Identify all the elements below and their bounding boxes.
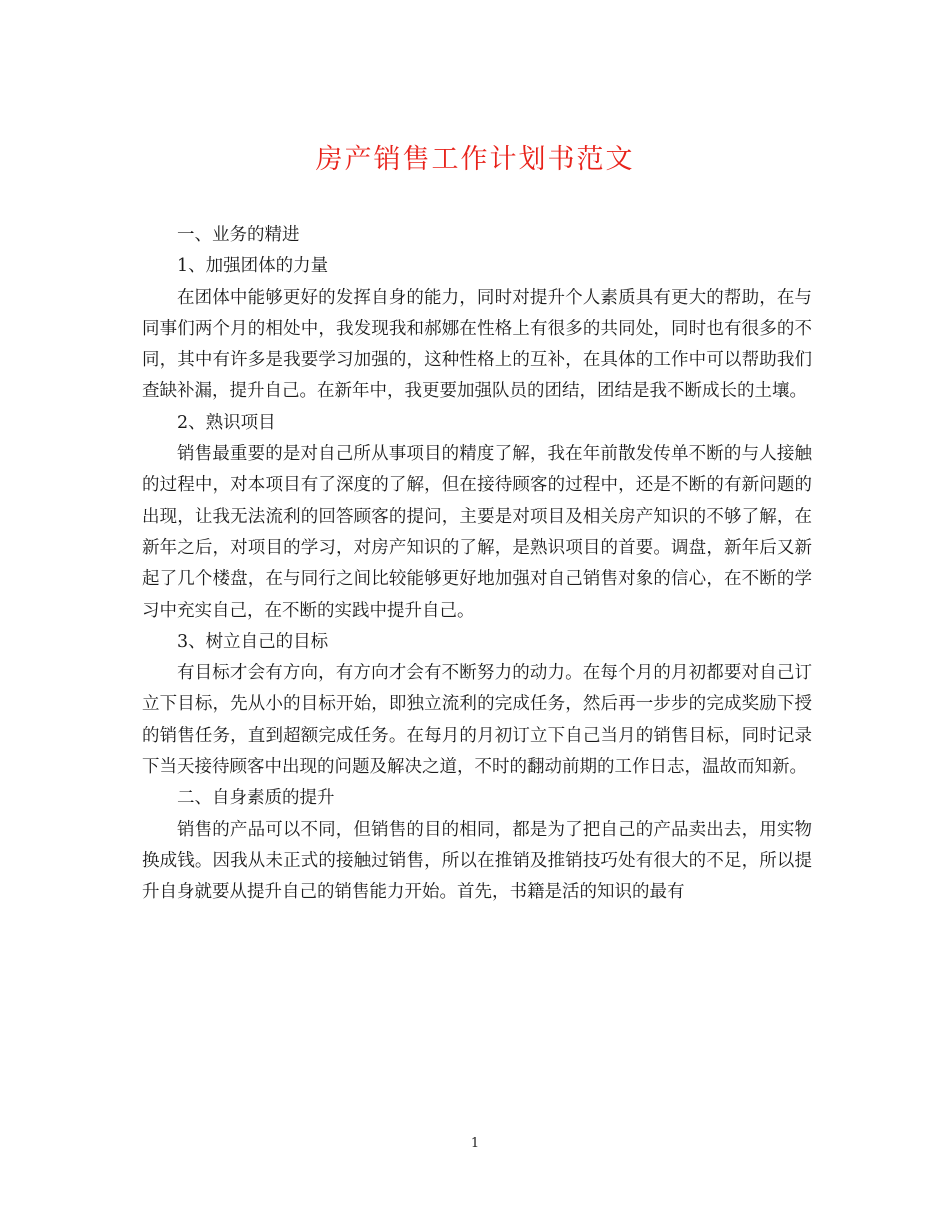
- document-title: 房产销售工作计划书范文: [315, 144, 635, 175]
- subheading-1: 1、加强团体的力量: [177, 256, 329, 277]
- paragraph-quality: 销售的产品可以不同，但销售的目的相同，都是为了把自己的产品卖出去，用实物换成钱。因我从未正式的接触过销售，所以在推销及推销技巧处有很大的不足，所以提升自身就要从提升自己的销售能力开始。首先，书籍是活的知识的最有: [142, 819, 812, 903]
- document-body: [142, 220, 812, 909]
- subheading-3: 3、树立自己的目标: [177, 631, 329, 652]
- section-heading-1: 一、业务的精进: [177, 225, 300, 245]
- subheading-2: 2、熟识项目: [177, 412, 276, 433]
- paragraph-team: 在团体中能够更好的发挥自身的能力，同时对提升个人素质具有更大的帮助，在与同事们两个月的相处中，我发现我和郝娜在性格上有很多的共同处，同时也有很多的不同，其中有许多是我要学习加强的，这种性格上的互补，在具体的工作中可以帮助我们查缺补漏，提升自己。在新年中，我更要加强队员的团结，团结是我不断成长的土壤。: [142, 287, 812, 402]
- page-number: 1: [470, 1136, 480, 1151]
- paragraph-project: 销售最重要的是对自己所从事项目的精度了解，我在年前散发传单不断的与人接触的过程中，对本项目有了深度的了解，但在接待顾客的过程中，还是不断的有新问题的出现，让我无法流利的回答顾客的提问，主要是对项目及相关房产知识的不够了解，在新年之后，对项目的学习，对房产知识的了解，是熟识项目的首要。调盘，新年后又新起了几个楼盘，在与同行之间比较能够更好地加强对自己销售对象的信心，在不断的学习中充实自己，在不断的实践中提升自己。: [142, 444, 812, 621]
- paragraph-goals: 有目标才会有方向，有方向才会有不断努力的动力。在每个月的月初都要对自己订立下目标，先从小的目标开始，即独立流利的完成任务，然后再一步步的完成奖励下授的销售任务，直到超额完成任务。在每月的月初订立下自己当月的销售目标，同时记录下当天接待顾客中出现的问题及解决之道，不时的翻动前期的工作日志，温故而知新。: [142, 663, 812, 778]
- section-heading-2: 二、自身素质的提升: [177, 788, 335, 809]
